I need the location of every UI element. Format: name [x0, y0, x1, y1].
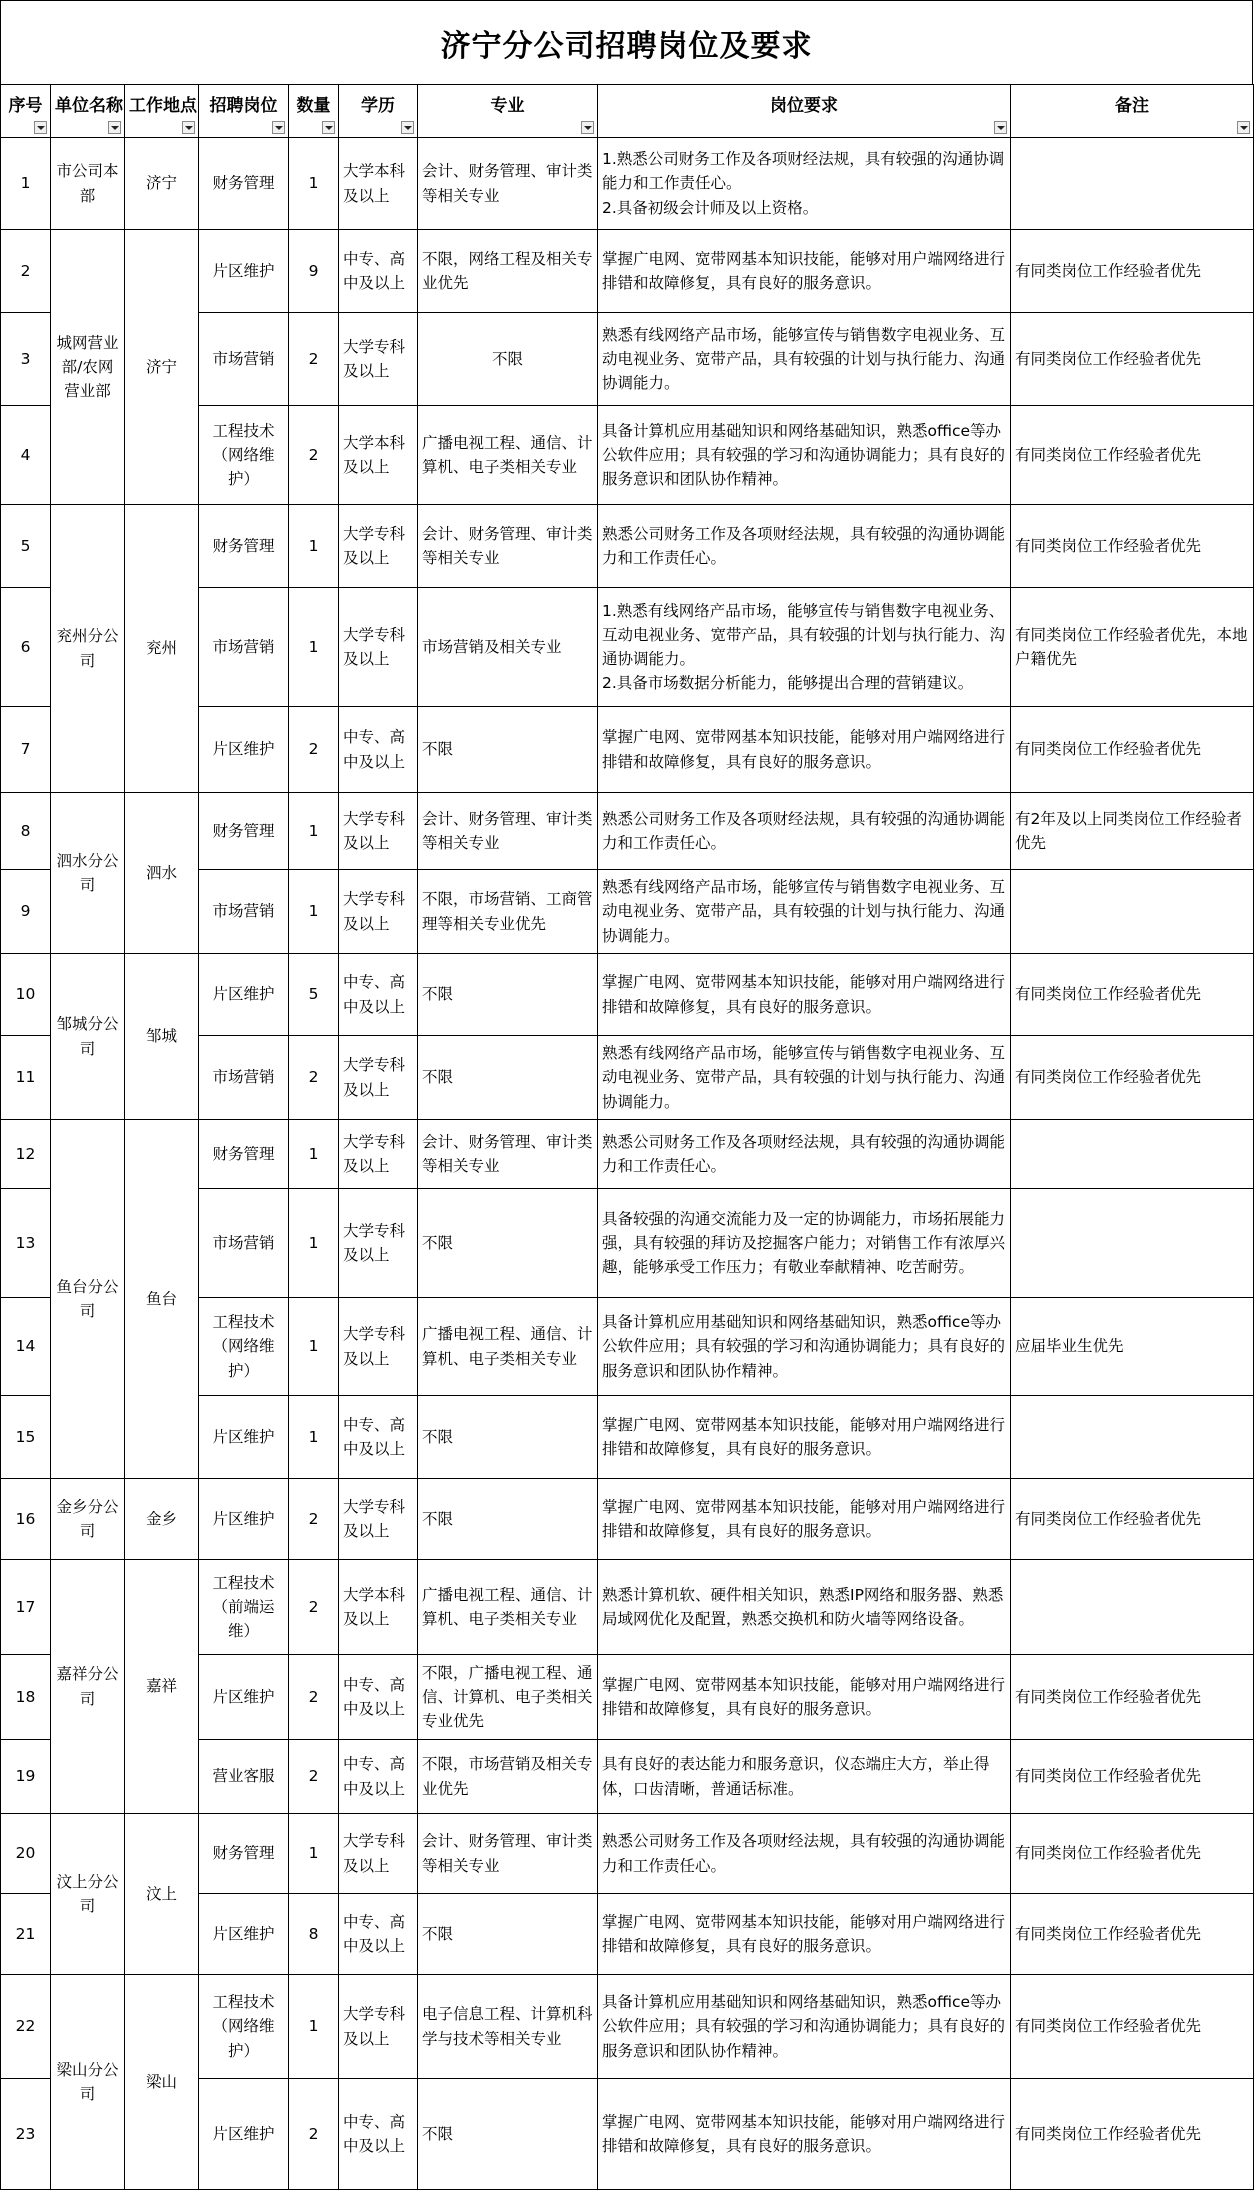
cell-major: 不限 [418, 1396, 598, 1479]
cell-note: 有同类岗位工作经验者优先 [1011, 1814, 1254, 1894]
cell-post: 片区维护 [199, 230, 289, 313]
cell-req: 掌握广电网、宽带网基本知识技能，能够对用户端网络进行排错和故障修复，具有良好的服务意识。 [598, 1894, 1011, 1975]
cell-no: 12 [1, 1120, 51, 1189]
cell-post: 片区维护 [199, 1894, 289, 1975]
cell-post: 财务管理 [199, 793, 289, 870]
cell-post: 财务管理 [199, 1120, 289, 1189]
cell-major: 不限，市场营销、工商管理等相关专业优先 [418, 870, 598, 954]
table-row [1, 954, 1254, 1036]
cell-note [1011, 1396, 1254, 1479]
cell-post: 市场营销 [199, 588, 289, 707]
filter-dropdown-icon[interactable] [272, 121, 285, 134]
cell-post: 片区维护 [199, 707, 289, 793]
header-edu: 学历 [339, 85, 418, 138]
cell-note [1011, 138, 1254, 230]
cell-req: 1.熟悉有线网络产品市场，能够宣传与销售数字电视业务、互动电视业务、宽带产品，具有较强的计划与执行能力、沟通协调能力。 2.具备市场数据分析能力，能够提出合理的营销建议。 [598, 588, 1011, 707]
table-row [1, 793, 1254, 870]
cell-note [1011, 1189, 1254, 1298]
cell-major: 市场营销及相关专业 [418, 588, 598, 707]
cell-major: 不限 [418, 1189, 598, 1298]
cell-num: 2 [289, 1560, 339, 1655]
cell-post: 片区维护 [199, 1655, 289, 1740]
cell-unit: 汶上分公司 [51, 1814, 125, 1975]
cell-req: 掌握广电网、宽带网基本知识技能，能够对用户端网络进行排错和故障修复，具有良好的服务意识。 [598, 1655, 1011, 1740]
cell-num: 2 [289, 1479, 339, 1560]
cell-major: 广播电视工程、通信、计算机、电子类相关专业 [418, 406, 598, 505]
cell-place: 汶上 [125, 1814, 199, 1975]
cell-no: 3 [1, 313, 51, 406]
cell-post: 工程技术（前端运维） [199, 1560, 289, 1655]
cell-edu: 中专、高中及以上 [339, 230, 418, 313]
cell-unit: 鱼台分公司 [51, 1120, 125, 1479]
cell-edu: 大学本科及以上 [339, 1560, 418, 1655]
cell-req: 熟悉公司财务工作及各项财经法规，具有较强的沟通协调能力和工作责任心。 [598, 1814, 1011, 1894]
cell-major: 会计、财务管理、审计类等相关专业 [418, 505, 598, 588]
cell-no: 21 [1, 1894, 51, 1975]
cell-req: 具有良好的表达能力和服务意识，仪态端庄大方，举止得体，口齿清晰，普通话标准。 [598, 1740, 1011, 1814]
cell-edu: 大学专科及以上 [339, 870, 418, 954]
cell-note: 有同类岗位工作经验者优先 [1011, 406, 1254, 505]
cell-place: 兖州 [125, 505, 199, 793]
cell-post: 财务管理 [199, 505, 289, 588]
cell-unit: 泗水分公司 [51, 793, 125, 954]
cell-note: 应届毕业生优先 [1011, 1298, 1254, 1396]
cell-edu: 大学专科及以上 [339, 1036, 418, 1120]
cell-edu: 大学专科及以上 [339, 793, 418, 870]
cell-major: 会计、财务管理、审计类等相关专业 [418, 793, 598, 870]
cell-no: 15 [1, 1396, 51, 1479]
filter-dropdown-icon[interactable] [401, 121, 414, 134]
cell-note: 有2年及以上同类岗位工作经验者优先 [1011, 793, 1254, 870]
header-major: 专业 [418, 85, 598, 138]
cell-major: 会计、财务管理、审计类等相关专业 [418, 1120, 598, 1189]
cell-major: 不限，市场营销及相关专业优先 [418, 1740, 598, 1814]
cell-num: 1 [289, 793, 339, 870]
table-row [1, 1975, 1254, 2079]
cell-major: 广播电视工程、通信、计算机、电子类相关专业 [418, 1298, 598, 1396]
header-unit: 单位名称 [51, 85, 125, 138]
cell-edu: 大学专科及以上 [339, 1975, 418, 2079]
cell-edu: 大学专科及以上 [339, 588, 418, 707]
cell-no: 7 [1, 707, 51, 793]
cell-num: 2 [289, 1036, 339, 1120]
cell-edu: 中专、高中及以上 [339, 1894, 418, 1975]
table-row [1, 138, 1254, 230]
filter-dropdown-icon[interactable] [34, 121, 47, 134]
cell-no: 20 [1, 1814, 51, 1894]
cell-major: 不限 [418, 1479, 598, 1560]
cell-post: 营业客服 [199, 1740, 289, 1814]
cell-unit: 兖州分公司 [51, 505, 125, 793]
cell-num: 1 [289, 1975, 339, 2079]
header-req: 岗位要求 [598, 85, 1011, 138]
recruitment-table [0, 84, 1254, 2190]
cell-note: 有同类岗位工作经验者优先 [1011, 313, 1254, 406]
filter-dropdown-icon[interactable] [994, 121, 1007, 134]
cell-major: 不限 [418, 1894, 598, 1975]
cell-req: 1.熟悉公司财务工作及各项财经法规，具有较强的沟通协调能力和工作责任心。 2.具备初级会计师及以上资格。 [598, 138, 1011, 230]
cell-req: 掌握广电网、宽带网基本知识技能，能够对用户端网络进行排错和故障修复，具有良好的服务意识。 [598, 707, 1011, 793]
cell-req: 熟悉有线网络产品市场，能够宣传与销售数字电视业务、互动电视业务、宽带产品，具有较强的计划与执行能力、沟通协调能力。 [598, 1036, 1011, 1120]
cell-place: 梁山 [125, 1975, 199, 2190]
cell-post: 工程技术（网络维护） [199, 1975, 289, 2079]
cell-no: 19 [1, 1740, 51, 1814]
cell-no: 18 [1, 1655, 51, 1740]
cell-major: 不限 [418, 707, 598, 793]
cell-req: 熟悉公司财务工作及各项财经法规，具有较强的沟通协调能力和工作责任心。 [598, 1120, 1011, 1189]
cell-num: 2 [289, 707, 339, 793]
table-row [1, 1560, 1254, 1655]
cell-edu: 大学本科及以上 [339, 406, 418, 505]
cell-no: 23 [1, 2079, 51, 2190]
cell-req: 具备计算机应用基础知识和网络基础知识，熟悉office等办公软件应用；具有较强的学习和沟通协调能力；具有良好的服务意识和团队协作精神。 [598, 406, 1011, 505]
cell-unit: 邹城分公司 [51, 954, 125, 1120]
filter-dropdown-icon[interactable] [581, 121, 594, 134]
cell-req: 具备计算机应用基础知识和网络基础知识，熟悉office等办公软件应用；具有较强的学习和沟通协调能力；具有良好的服务意识和团队协作精神。 [598, 1975, 1011, 2079]
cell-major: 广播电视工程、通信、计算机、电子类相关专业 [418, 1560, 598, 1655]
cell-req: 具备较强的沟通交流能力及一定的协调能力，市场拓展能力强，具有较强的拜访及挖掘客户能力；对销售工作有浓厚兴趣，能够承受工作压力；有敬业奉献精神、吃苦耐劳。 [598, 1189, 1011, 1298]
cell-num: 2 [289, 313, 339, 406]
cell-major: 不限，广播电视工程、通信、计算机、电子类相关专业优先 [418, 1655, 598, 1740]
cell-req: 掌握广电网、宽带网基本知识技能，能够对用户端网络进行排错和故障修复，具有良好的服务意识。 [598, 1396, 1011, 1479]
cell-major: 电子信息工程、计算机科学与技术等相关专业 [418, 1975, 598, 2079]
cell-major: 不限 [418, 1036, 598, 1120]
cell-edu: 中专、高中及以上 [339, 707, 418, 793]
cell-place: 嘉祥 [125, 1560, 199, 1814]
cell-place: 泗水 [125, 793, 199, 954]
cell-note: 有同类岗位工作经验者优先 [1011, 1655, 1254, 1740]
cell-note: 有同类岗位工作经验者优先 [1011, 1740, 1254, 1814]
cell-edu: 大学本科及以上 [339, 138, 418, 230]
cell-req: 掌握广电网、宽带网基本知识技能，能够对用户端网络进行排错和故障修复，具有良好的服务意识。 [598, 1479, 1011, 1560]
cell-note: 有同类岗位工作经验者优先 [1011, 954, 1254, 1036]
cell-unit: 梁山分公司 [51, 1975, 125, 2190]
cell-major: 不限 [418, 2079, 598, 2190]
cell-num: 1 [289, 870, 339, 954]
cell-num: 1 [289, 1298, 339, 1396]
cell-unit: 市公司本部 [51, 138, 125, 230]
cell-unit: 城网营业部/农网营业部 [51, 230, 125, 505]
cell-edu: 大学专科及以上 [339, 1814, 418, 1894]
header-no: 序号 [1, 85, 51, 138]
cell-num: 1 [289, 588, 339, 707]
cell-post: 市场营销 [199, 1189, 289, 1298]
cell-num: 1 [289, 1396, 339, 1479]
cell-no: 9 [1, 870, 51, 954]
header-place: 工作地点 [125, 85, 199, 138]
cell-place: 济宁 [125, 230, 199, 505]
cell-no: 16 [1, 1479, 51, 1560]
cell-num: 8 [289, 1894, 339, 1975]
cell-req: 熟悉公司财务工作及各项财经法规，具有较强的沟通协调能力和工作责任心。 [598, 793, 1011, 870]
filter-dropdown-icon[interactable] [182, 121, 195, 134]
cell-note: 有同类岗位工作经验者优先 [1011, 1894, 1254, 1975]
cell-note [1011, 1560, 1254, 1655]
cell-num: 9 [289, 230, 339, 313]
cell-num: 1 [289, 138, 339, 230]
cell-post: 市场营销 [199, 870, 289, 954]
header-post: 招聘岗位 [199, 85, 289, 138]
cell-note: 有同类岗位工作经验者优先 [1011, 230, 1254, 313]
cell-edu: 大学专科及以上 [339, 1298, 418, 1396]
cell-num: 1 [289, 1120, 339, 1189]
cell-req: 熟悉计算机软、硬件相关知识，熟悉IP网络和服务器、熟悉局域网优化及配置，熟悉交换机和防火墙等网络设备。 [598, 1560, 1011, 1655]
cell-edu: 大学专科及以上 [339, 313, 418, 406]
cell-note: 有同类岗位工作经验者优先 [1011, 1036, 1254, 1120]
cell-note: 有同类岗位工作经验者优先，本地户籍优先 [1011, 588, 1254, 707]
cell-place: 济宁 [125, 138, 199, 230]
cell-edu: 中专、高中及以上 [339, 1655, 418, 1740]
cell-edu: 中专、高中及以上 [339, 954, 418, 1036]
cell-req: 具备计算机应用基础知识和网络基础知识，熟悉office等办公软件应用；具有较强的学习和沟通协调能力；具有良好的服务意识和团队协作精神。 [598, 1298, 1011, 1396]
cell-no: 8 [1, 793, 51, 870]
cell-no: 13 [1, 1189, 51, 1298]
cell-post: 片区维护 [199, 954, 289, 1036]
cell-unit: 嘉祥分公司 [51, 1560, 125, 1814]
cell-num: 2 [289, 406, 339, 505]
cell-post: 片区维护 [199, 1396, 289, 1479]
cell-major: 会计、财务管理、审计类等相关专业 [418, 1814, 598, 1894]
table-row [1, 1814, 1254, 1894]
cell-edu: 中专、高中及以上 [339, 1396, 418, 1479]
cell-edu: 中专、高中及以上 [339, 2079, 418, 2190]
cell-req: 掌握广电网、宽带网基本知识技能，能够对用户端网络进行排错和故障修复，具有良好的服务意识。 [598, 2079, 1011, 2190]
header-row [1, 85, 1254, 138]
cell-edu: 大学专科及以上 [339, 1189, 418, 1298]
cell-num: 5 [289, 954, 339, 1036]
cell-req: 熟悉有线网络产品市场，能够宣传与销售数字电视业务、互动电视业务、宽带产品，具有较强的计划与执行能力、沟通协调能力。 [598, 870, 1011, 954]
cell-edu: 中专、高中及以上 [339, 1740, 418, 1814]
cell-note [1011, 1120, 1254, 1189]
table-row [1, 230, 1254, 313]
table-row [1, 1120, 1254, 1189]
cell-place: 邹城 [125, 954, 199, 1120]
cell-place: 鱼台 [125, 1120, 199, 1479]
cell-major: 不限 [418, 954, 598, 1036]
cell-no: 22 [1, 1975, 51, 2079]
cell-post: 片区维护 [199, 2079, 289, 2190]
cell-note: 有同类岗位工作经验者优先 [1011, 2079, 1254, 2190]
cell-num: 2 [289, 1740, 339, 1814]
cell-req: 熟悉公司财务工作及各项财经法规，具有较强的沟通协调能力和工作责任心。 [598, 505, 1011, 588]
cell-post: 片区维护 [199, 1479, 289, 1560]
header-num: 数量 [289, 85, 339, 138]
cell-note: 有同类岗位工作经验者优先 [1011, 1479, 1254, 1560]
cell-edu: 大学专科及以上 [339, 1120, 418, 1189]
cell-no: 1 [1, 138, 51, 230]
cell-edu: 大学专科及以上 [339, 505, 418, 588]
cell-note: 有同类岗位工作经验者优先 [1011, 707, 1254, 793]
cell-num: 1 [289, 1814, 339, 1894]
filter-dropdown-icon[interactable] [1237, 121, 1250, 134]
cell-place: 金乡 [125, 1479, 199, 1560]
cell-major: 会计、财务管理、审计类等相关专业 [418, 138, 598, 230]
cell-no: 4 [1, 406, 51, 505]
cell-edu: 大学专科及以上 [339, 1479, 418, 1560]
filter-dropdown-icon[interactable] [322, 121, 335, 134]
cell-no: 17 [1, 1560, 51, 1655]
table-row [1, 505, 1254, 588]
cell-post: 市场营销 [199, 1036, 289, 1120]
cell-post: 工程技术（网络维护） [199, 406, 289, 505]
cell-no: 5 [1, 505, 51, 588]
cell-note [1011, 870, 1254, 954]
cell-no: 6 [1, 588, 51, 707]
cell-req: 掌握广电网、宽带网基本知识技能，能够对用户端网络进行排错和故障修复，具有良好的服务意识。 [598, 954, 1011, 1036]
cell-note: 有同类岗位工作经验者优先 [1011, 505, 1254, 588]
cell-num: 1 [289, 1189, 339, 1298]
cell-no: 14 [1, 1298, 51, 1396]
cell-no: 2 [1, 230, 51, 313]
cell-major: 不限，网络工程及相关专业优先 [418, 230, 598, 313]
cell-no: 11 [1, 1036, 51, 1120]
cell-num: 1 [289, 505, 339, 588]
cell-req: 掌握广电网、宽带网基本知识技能，能够对用户端网络进行排错和故障修复，具有良好的服务意识。 [598, 230, 1011, 313]
cell-major: 不限 [418, 313, 598, 406]
cell-post: 工程技术（网络维护） [199, 1298, 289, 1396]
cell-post: 市场营销 [199, 313, 289, 406]
cell-no: 10 [1, 954, 51, 1036]
cell-num: 2 [289, 2079, 339, 2190]
sheet-title: 济宁分公司招聘岗位及要求 [0, 0, 1253, 84]
filter-dropdown-icon[interactable] [108, 121, 121, 134]
cell-req: 熟悉有线网络产品市场，能够宣传与销售数字电视业务、互动电视业务、宽带产品，具有较强的计划与执行能力、沟通协调能力。 [598, 313, 1011, 406]
cell-unit: 金乡分公司 [51, 1479, 125, 1560]
cell-note: 有同类岗位工作经验者优先 [1011, 1975, 1254, 2079]
cell-post: 财务管理 [199, 138, 289, 230]
table-row [1, 1479, 1254, 1560]
header-note: 备注 [1011, 85, 1254, 138]
cell-post: 财务管理 [199, 1814, 289, 1894]
cell-num: 2 [289, 1655, 339, 1740]
